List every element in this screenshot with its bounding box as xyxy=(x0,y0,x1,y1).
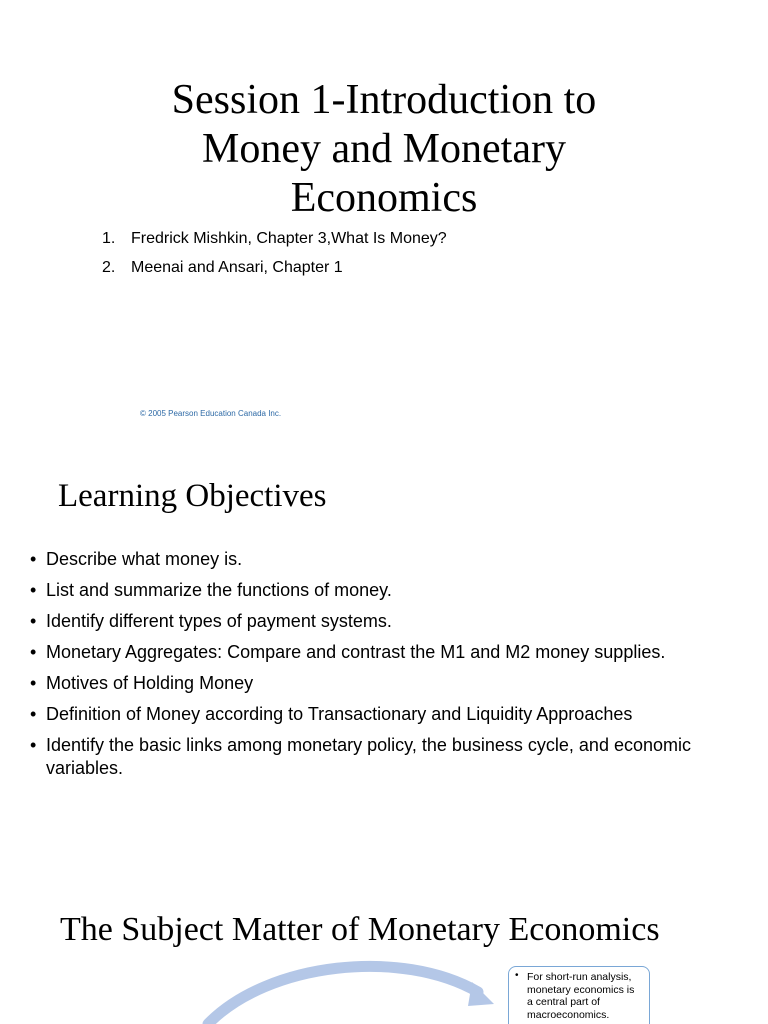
title-line: Session 1-Introduction to xyxy=(171,77,597,123)
objective-item: • Monetary Aggregates: Compare and contrast the M1 and M2 money supplies. xyxy=(30,641,730,664)
slide-title: The Subject Matter of Monetary Economics xyxy=(60,911,660,948)
arrow-shaft xyxy=(208,966,478,1024)
reference-number: 1. xyxy=(102,230,116,247)
objective-item: • Identify the basic links among monetary policy, the business cycle, and economic variables. xyxy=(30,734,730,780)
copyright-notice: © 2005 Pearson Education Canada Inc. xyxy=(140,409,282,418)
objective-item: • Definition of Money according to Transactionary and Liquidity Approaches xyxy=(30,703,730,726)
callout-box xyxy=(508,966,650,1024)
slide-title xyxy=(0,76,768,223)
slide-2 xyxy=(0,450,768,870)
reference-text: Meenai and Ansari, Chapter 1 xyxy=(131,259,343,276)
callout-text: • For short-run analysis, monetary economics is a central part of macroeconomics. xyxy=(515,971,643,1021)
objectives-list xyxy=(30,548,730,788)
reference-item xyxy=(102,258,447,278)
title-line: Economics xyxy=(290,175,478,221)
slide-3 xyxy=(0,870,768,1024)
reference-text: Fredrick Mishkin, Chapter 3,What Is Money? xyxy=(131,230,447,247)
curved-arrow xyxy=(0,870,768,1024)
objective-item: • Identify different types of payment systems. xyxy=(30,610,730,633)
slide-title: Learning Objectives xyxy=(58,478,327,514)
reference-number: 2. xyxy=(102,259,116,276)
objective-item: • Motives of Holding Money xyxy=(30,672,730,695)
reference-item xyxy=(102,229,447,249)
reference-list xyxy=(102,229,447,287)
objective-item: • Describe what money is. xyxy=(30,548,730,571)
objective-item: • List and summarize the functions of money. xyxy=(30,579,730,602)
title-line: Money and Monetary xyxy=(202,126,566,172)
arrow-head xyxy=(468,982,494,1006)
slide-1 xyxy=(0,0,768,450)
